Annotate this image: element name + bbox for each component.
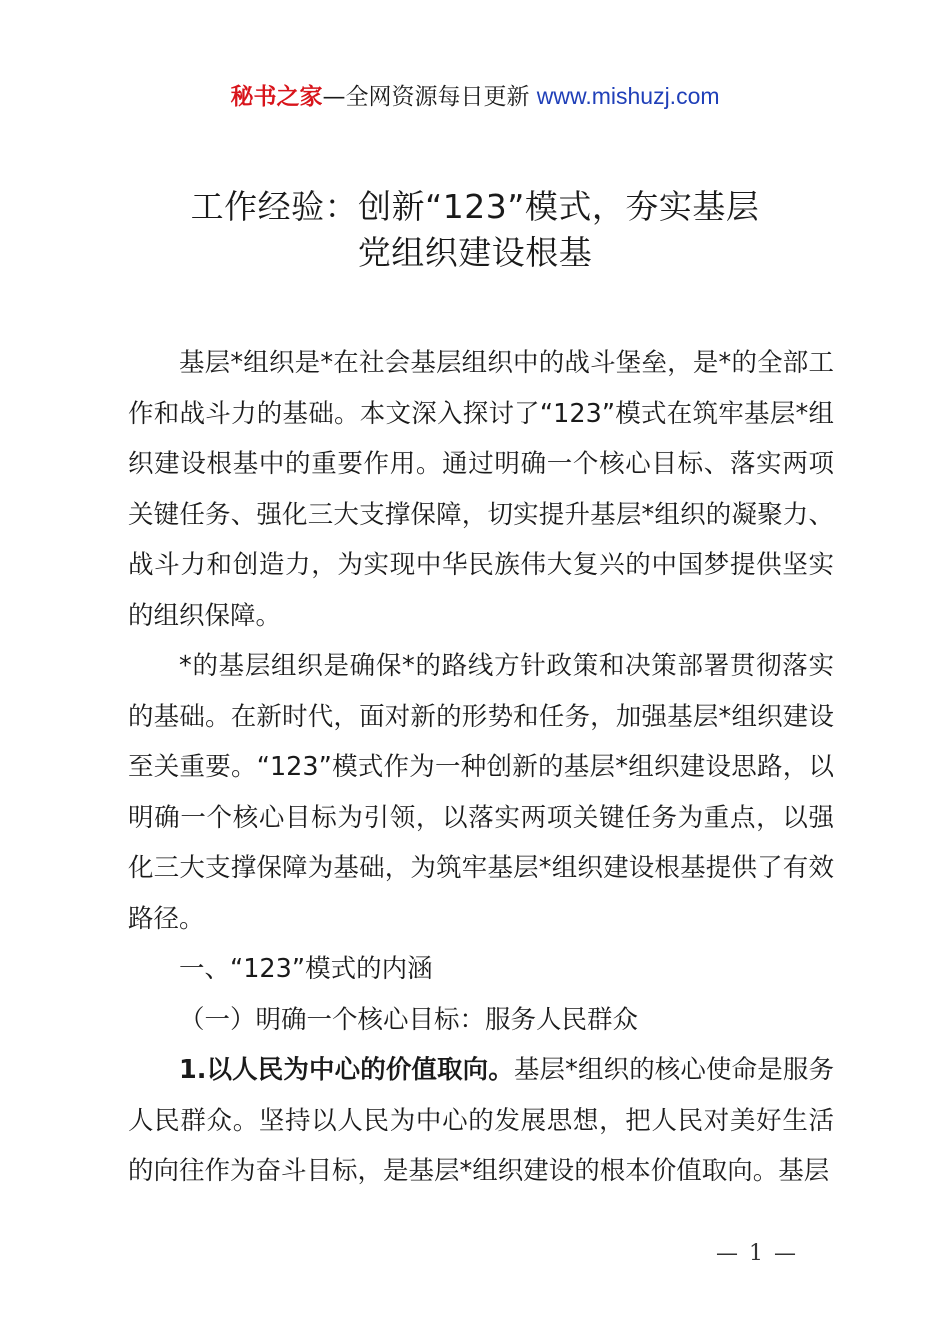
- header-separator: —: [322, 84, 346, 110]
- point-1-paragraph: [128, 1045, 834, 1197]
- section-heading: 一、“123”模式的内涵: [179, 954, 433, 984]
- header-tagline: 全网资源每日更新: [345, 84, 530, 110]
- site-header: [0, 80, 950, 113]
- subsection-heading: （一）明确一个核心目标：服务人民群众: [179, 1004, 639, 1035]
- paragraph-background: *的基层组织是确保*的路线方针政策和决策部署贯彻落实的基础。在新时代，面对新的形势和任务，加强基层*组织建设至关重要。“123”模式作为一种创新的基层*组织建设思路，以明确一个核心目标为引领，以落实两项关键任务为重点，以强化三大支撑保障为基础，为筑牢基层*组织建设根基提供了有效路径。: [128, 651, 834, 934]
- document-body: [128, 338, 834, 1197]
- paragraph-intro: 基层*组织是*在社会基层组织中的战斗堡垒，是*的全部工作和战斗力的基础。本文深入探讨了“123”模式在筑牢基层*组织建设根基中的重要作用。通过明确一个核心目标、落实两项关键任务、强化三大支撑保障，切实提升基层*组织的凝聚力、战斗力和创造力，为实现中华民族伟大复兴的中国梦提供坚实的组织保障。: [128, 348, 834, 631]
- document-title: [0, 184, 950, 276]
- point-1-text: 基层*组织的核心使命是服务人民群众。坚持以人民为中心的发展思想，把人民对美好生活的向往作为奋斗目标，是基层*组织建设的根本价值取向。基层: [128, 1055, 834, 1186]
- title-line-1: 工作经验：创新“123”模式，夯实基层: [190, 187, 760, 226]
- point-1-title: 1.以人民为中心的价值取向。: [179, 1055, 514, 1085]
- title-line-2: 党组织建设根基: [357, 233, 593, 272]
- site-url-link[interactable]: www.mishuzj.com: [536, 83, 720, 109]
- page-number: — 1 —: [716, 1241, 798, 1266]
- brand-name: 秘书之家: [230, 84, 323, 110]
